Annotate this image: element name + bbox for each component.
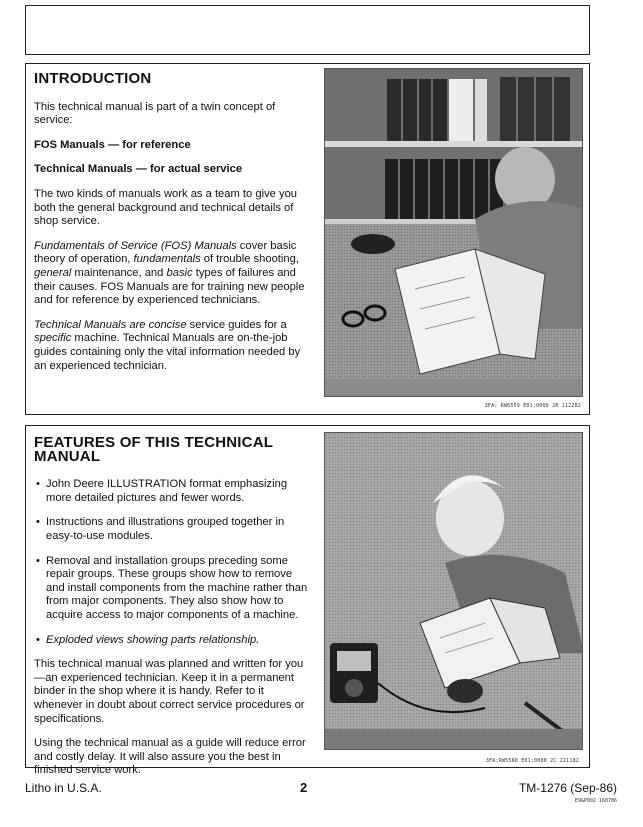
technician-with-meter-photo [324, 432, 583, 750]
header-box [25, 5, 590, 55]
intro-paragraph-3: Technical Manuals are concise service guides for a specific machine. Technical Manuals are on-the-job guides containing only the vital information needed by an experienced technician. [34, 318, 301, 372]
features-section [25, 425, 590, 777]
introduction-section [25, 63, 590, 415]
intro-photo-caption: 3FA; RW6559 E01;0000 2R 112282 [484, 403, 581, 409]
features-paragraph-2: Using the technical manual as a guide will reduce error and costly delay. It will also assure you the best in finished service work. [34, 737, 306, 777]
fos-heading: FOS Manuals — for reference [34, 138, 191, 151]
footer-litho: Litho in U.S.A. [25, 781, 102, 795]
feature-item: • Exploded views showing parts relationship. [46, 634, 310, 648]
intro-paragraph-1: The two kinds of manuals work as a team to give you both the general background and technical details of shop service. [34, 187, 298, 228]
tm-heading: Technical Manuals — for actual service [34, 163, 243, 176]
footer-manual-id: TM-1276 (Sep-86) [518, 781, 617, 795]
features-paragraph-1: This technical manual was planned and written for you—an experienced technician. Keep it in a permanent binder in the shop where it is handy. Refer to it whenever in doubt about correct service procedures or specifications. [34, 658, 305, 725]
features-photo-caption: 3FA;RW5560 E01;0000 2C 221182 [485, 758, 579, 764]
introduction-text [34, 72, 310, 384]
features-list [34, 478, 310, 647]
footer-code: E9&P002 160786 [574, 798, 617, 804]
feature-item: • Instructions and illustrations grouped together in easy-to-use modules. [46, 516, 310, 543]
introduction-heading: INTRODUCTION [34, 70, 152, 87]
features-text [34, 436, 310, 789]
feature-item: • John Deere ILLUSTRATION format emphasizing more detailed pictures and fewer words. [46, 478, 310, 505]
feature-item: • Removal and installation groups preceding some repair groups. These groups show how to remove and install components from the machine rather than from major components. They also show how to acquire access to major components of a machine. [46, 555, 310, 623]
features-heading: FEATURES OF THIS TECHNICAL MANUAL [34, 434, 273, 465]
technician-reading-manual-photo [324, 68, 583, 397]
page-number: 2 [300, 780, 308, 795]
intro-lead: This technical manual is part of a twin concept of service: [34, 100, 276, 127]
intro-paragraph-2: Fundamentals of Service (FOS) Manuals cover basic theory of operation, fundamentals of trouble shooting, general maintenance, and basic types of failures and their causes. FOS Manuals are for training new people and for reference by experienced technicians. [34, 239, 305, 307]
